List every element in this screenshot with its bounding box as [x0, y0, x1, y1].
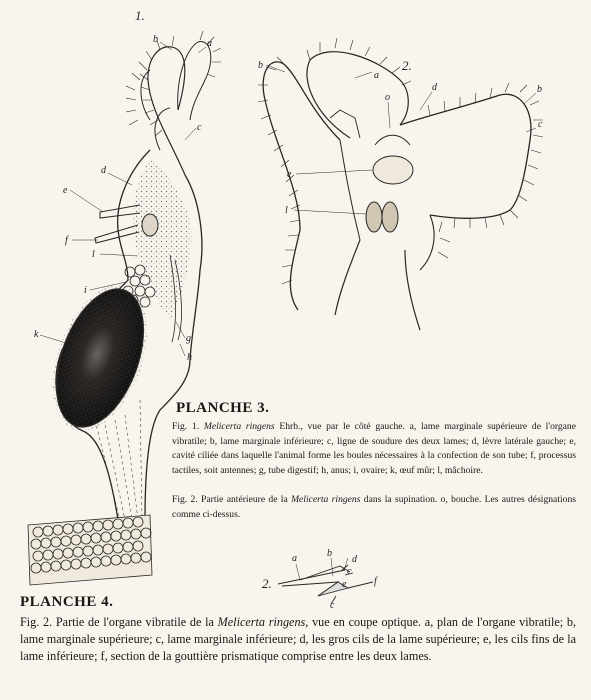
fig1-label-c: c: [197, 122, 202, 133]
fig1-label-h: h: [187, 352, 192, 363]
fig1-label-d: d: [101, 165, 106, 176]
p4-caption-text: vue en coupe optique. a, plan de l'organe vibratile; b, lame marginale supérieure; c, lame marginale inférieure; d, les gros cils de la lame supérieure; e, les cils fins de la lame inférieure; f, section de la gouttière prismatique comprise entre les deux lames.: [20, 615, 577, 664]
fig-p4-label-a: a: [292, 553, 297, 564]
fig1-label-b: b: [153, 34, 158, 45]
fig1-label-k: k: [34, 329, 39, 340]
fig1-label-g: g: [186, 333, 191, 344]
planche-4-title: PLANCHE 4.: [20, 594, 114, 610]
fig2-labels: [258, 60, 543, 216]
fig2-label-o: o: [385, 92, 390, 103]
fig1-label-l: l: [92, 249, 95, 260]
fig2-label-l: l: [285, 205, 288, 216]
fig-p4-label-e: e: [342, 579, 347, 590]
fig1-label-a: a: [207, 38, 212, 49]
fig-p4-labels: [292, 548, 378, 611]
caption-fig2-species: Melicerta ringens: [291, 494, 361, 505]
caption-fig2-text: dans la supination. o, bouche. Les autres désignations comme ci-dessus.: [172, 494, 576, 520]
figure-2-drawing: [258, 38, 543, 330]
fig1-label-e: e: [63, 185, 68, 196]
fig1-label-i: i: [84, 285, 87, 296]
fig-p4-label-c-bottom: c: [330, 600, 335, 611]
fig2-label-b-right: b: [537, 84, 542, 95]
caption-fig1-prefix: Fig. 1.: [172, 421, 200, 432]
caption-fig2-prefix: Fig. 2. Partie antérieure de la: [172, 494, 288, 505]
p4-caption-species: Melicerta ringens,: [217, 615, 309, 629]
fig2-p4-number: 2.: [262, 576, 272, 591]
fig1-number: 1.: [135, 8, 145, 23]
fig-p4-label-d: d: [352, 554, 357, 565]
fig-p4-label-c-top: c: [347, 566, 352, 577]
planche-3-caption-fig1: [172, 420, 576, 478]
p4-caption-prefix: Fig. 2. Partie de l'organe vibratile de la: [20, 615, 214, 629]
planche-3-title: PLANCHE 3.: [176, 400, 270, 416]
fig1-label-f: f: [65, 235, 68, 246]
figure-p4-drawing: [278, 558, 373, 604]
fig2-number: 2.: [402, 58, 412, 73]
fig2-label-a: a: [374, 70, 379, 81]
fig-p4-label-f: f: [374, 576, 377, 587]
fig2-label-e: e: [287, 169, 292, 180]
planche-3-caption-fig2: [172, 493, 576, 522]
fig2-label-c: c: [538, 119, 543, 130]
caption-fig1-species: Melicerta ringens: [203, 421, 275, 432]
planche-4-caption: [20, 614, 576, 666]
fig2-label-d: d: [432, 82, 437, 93]
caption-fig1-text: Ehrb., vue par le côté gauche. a, lame marginale supérieure de l'organe vibratile; b, lame marginale inférieure; c, ligne de soudure des deux lames; d, lèvre latérale gauche; e, cavité ciliée dans laquelle l'animal forme les boules nécessaires à la confection de son tube; f, processus tactiles, soit antennes; g, tube digestif; h, anus; i, ovaire; k, œuf mûr; l, mâchoire.: [172, 421, 576, 476]
fig2-label-b-left: b: [258, 60, 263, 71]
fig-p4-label-b: b: [327, 548, 332, 559]
